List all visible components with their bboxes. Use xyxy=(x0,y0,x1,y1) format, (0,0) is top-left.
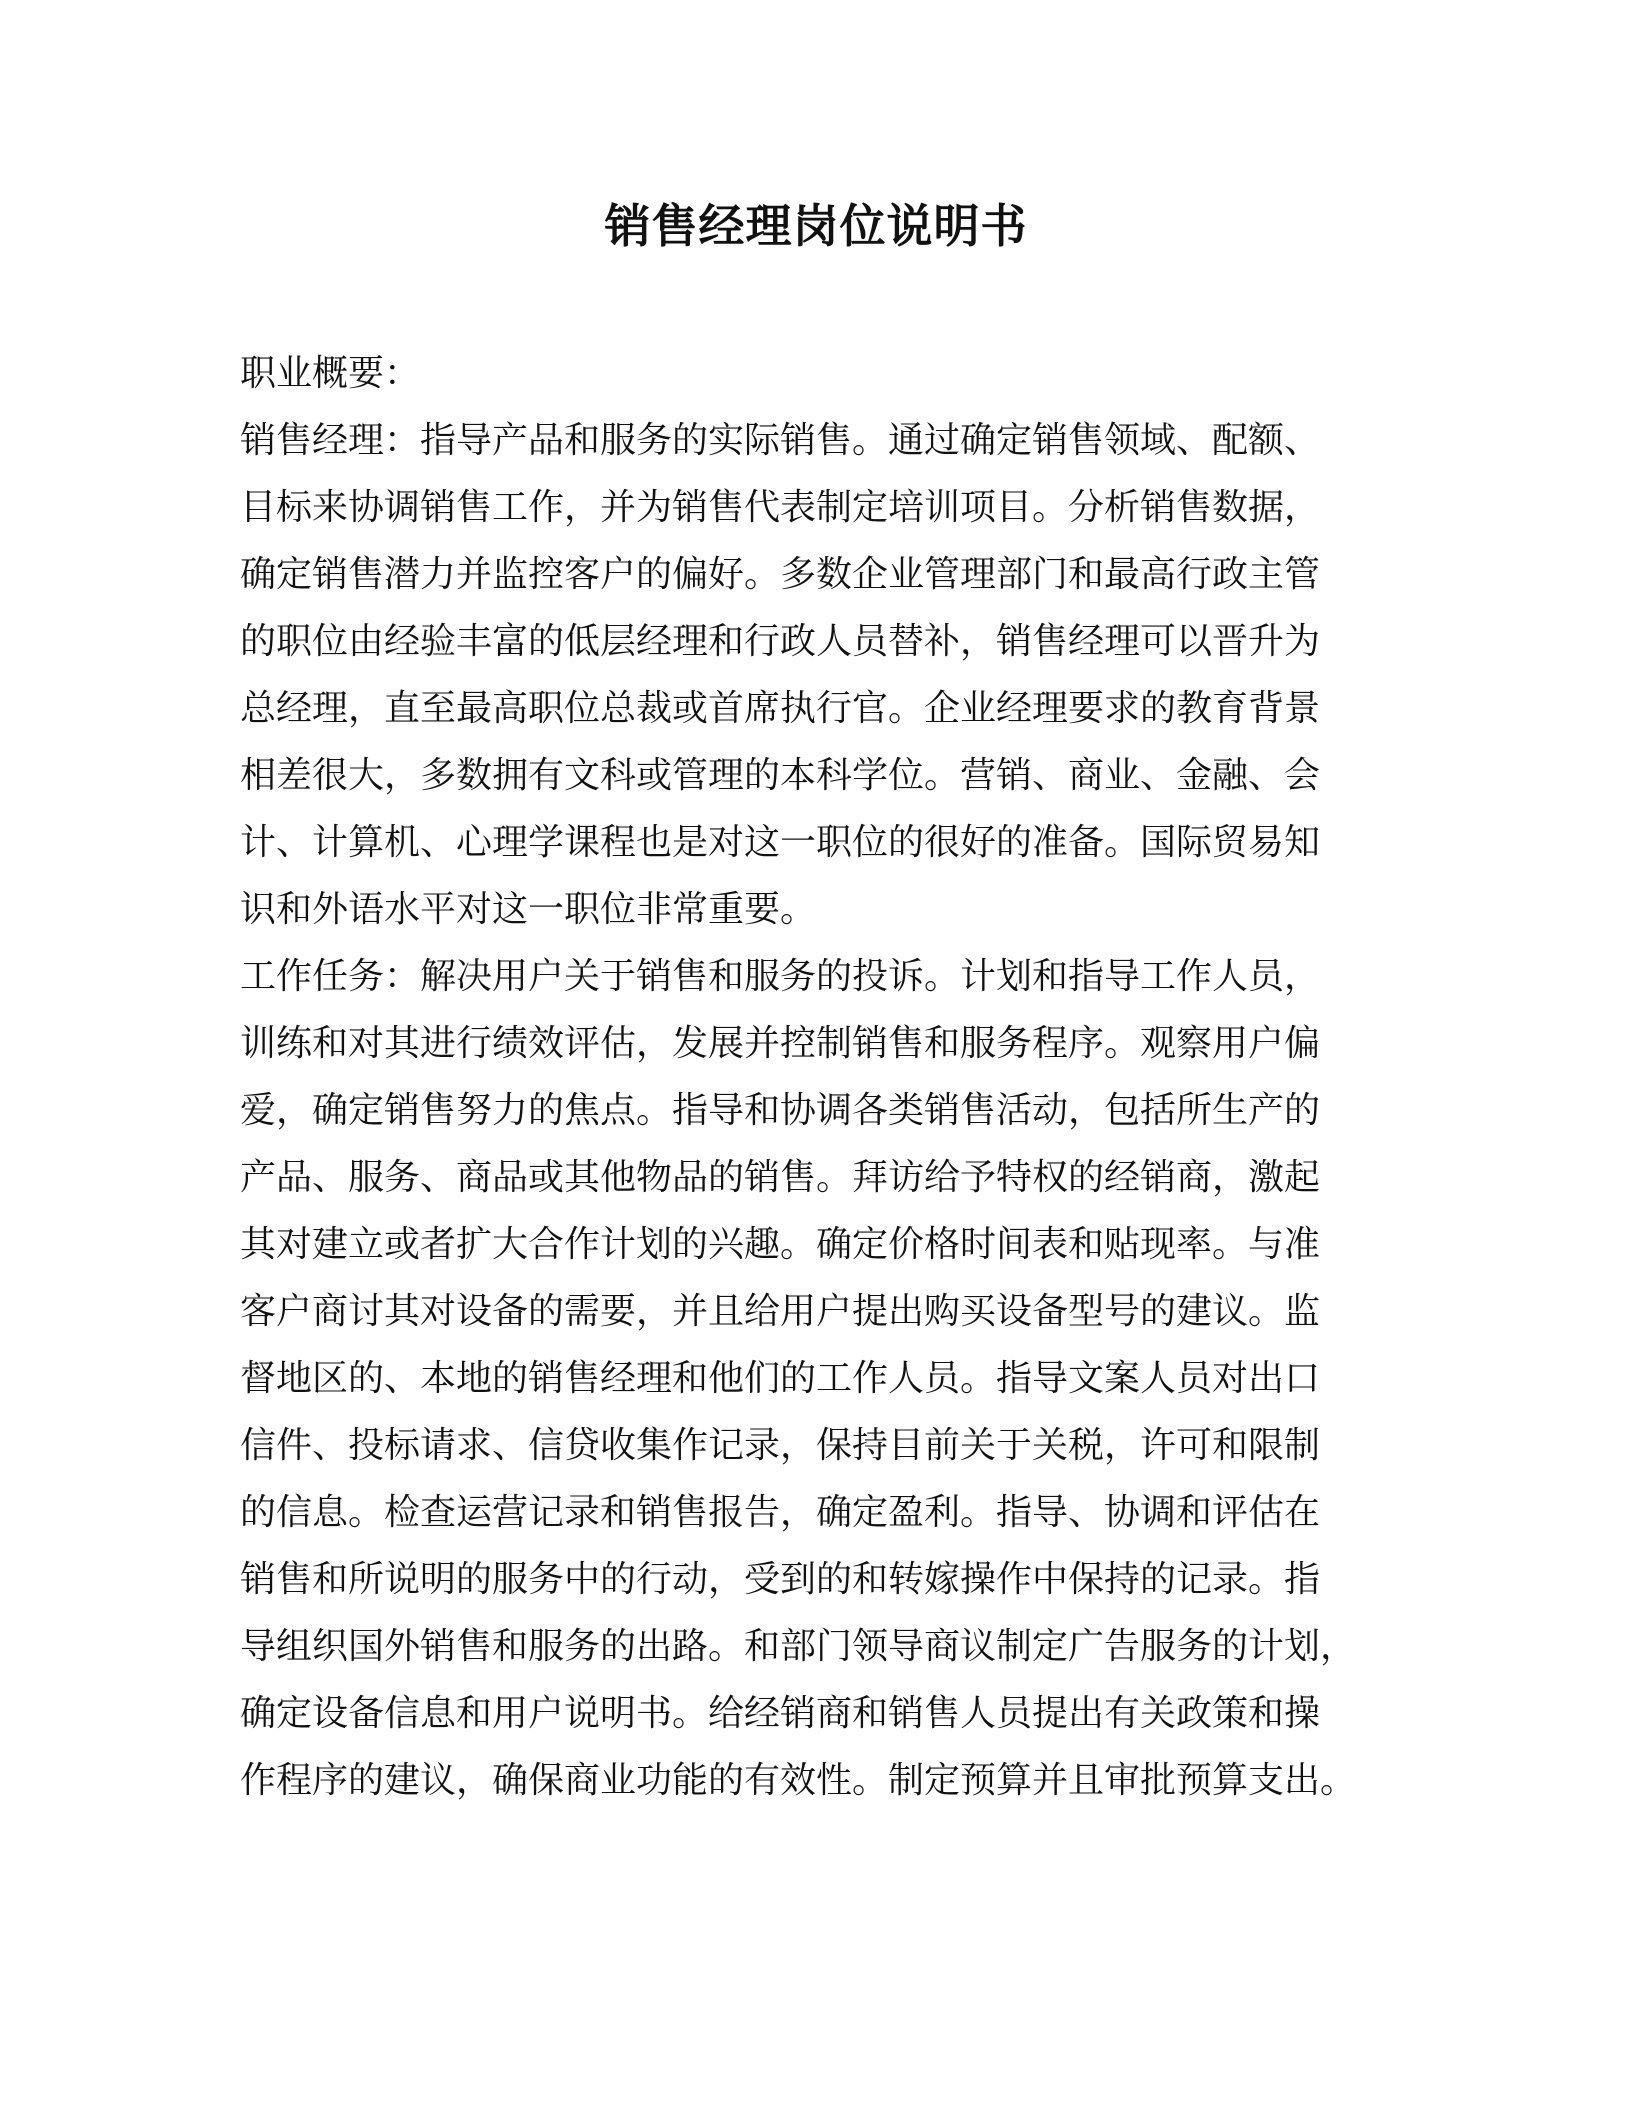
text-line: 督地区的、本地的销售经理和他们的工作人员。指导文案人员对出口 xyxy=(240,1358,1321,1399)
text-line: 其对建立或者扩大合作计划的兴趣。确定价格时间表和贴现率。与准 xyxy=(240,1224,1321,1265)
text-line: 计、计算机、心理学课程也是对这一职位的很好的准备。国际贸易知 xyxy=(240,822,1321,863)
text-line: 确定销售潜力并监控客户的偏好。多数企业管理部门和最高行政主管 xyxy=(240,554,1321,595)
text-line-tasks-start: 工作任务：解决用户关于销售和服务的投诉。计划和指导工作人员， xyxy=(240,956,1321,997)
text-line: 导组织国外销售和服务的出路。和部门领导商议制定广告服务的计划， xyxy=(240,1626,1357,1667)
text-line: 确定设备信息和用户说明书。给经销商和销售人员提出有关政策和操 xyxy=(240,1693,1321,1734)
text-line: 信件、投标请求、信贷收集作记录，保持目前关于关税，许可和限制 xyxy=(240,1425,1321,1466)
document-title: 销售经理岗位说明书 xyxy=(604,199,1028,253)
text-line: 产品、服务、商品或其他物品的销售。拜访给予特权的经销商，激起 xyxy=(240,1157,1321,1198)
text-line: 训练和对其进行绩效评估，发展并控制销售和服务程序。观察用户偏 xyxy=(240,1023,1321,1064)
text-line: 的信息。检查运营记录和销售报告，确定盈利。指导、协调和评估在 xyxy=(240,1492,1321,1533)
text-line: 作程序的建议，确保商业功能的有效性。制定预算并且审批预算支出。 xyxy=(240,1760,1357,1801)
text-line: 的职位由经验丰富的低层经理和行政人员替补，销售经理可以晋升为 xyxy=(240,621,1321,662)
text-line: 爱，确定销售努力的焦点。指导和协调各类销售活动，包括所生产的 xyxy=(240,1090,1321,1131)
document-body xyxy=(240,340,1400,1814)
text-line: 销售经理：指导产品和服务的实际销售。通过确定销售领域、配额、 xyxy=(240,420,1321,461)
text-line-overview-heading: 职业概要： xyxy=(240,353,421,394)
text-line: 识和外语水平对这一职位非常重要。 xyxy=(240,889,817,930)
text-line: 销售和所说明的服务中的行动，受到的和转嫁操作中保持的记录。指 xyxy=(240,1559,1321,1600)
text-line: 客户商讨其对设备的需要，并且给用户提出购买设备型号的建议。监 xyxy=(240,1291,1321,1332)
text-line: 目标来协调销售工作，并为销售代表制定培训项目。分析销售数据， xyxy=(240,487,1321,528)
text-line: 相差很大，多数拥有文科或管理的本科学位。营销、商业、金融、会 xyxy=(240,755,1321,796)
text-line: 总经理，直至最高职位总裁或首席执行官。企业经理要求的教育背景 xyxy=(240,688,1321,729)
